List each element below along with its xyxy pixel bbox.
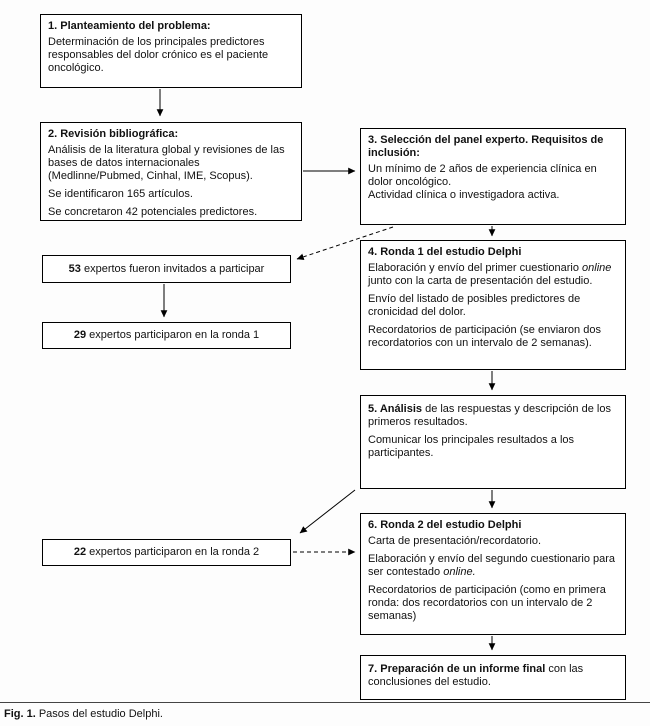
step-5-title-bold: 5. Análisis (368, 403, 423, 415)
step-5-p1-rest: de las respuestas y descripción de los primeros resultados. (368, 403, 611, 428)
step-5-p1 (368, 403, 618, 429)
caption-label: Fig. 1. (4, 708, 36, 720)
step-4-p1-pre: Elaboración y envío del primer cuestionario (368, 262, 583, 274)
step-6-title: 6. Ronda 2 del estudio Delphi (368, 519, 522, 531)
experts-22-label (74, 546, 259, 559)
step-7-box (360, 655, 626, 700)
step-4-p2: Envío del listado de posibles predictores de cronicidad del dolor. (368, 293, 581, 318)
step-3-title: 3. Selección del panel experto. Requisitos de inclusión: (368, 134, 604, 159)
step-1-box (40, 14, 302, 88)
step-2-p2: Se identificaron 165 artículos. (48, 188, 193, 200)
step-6-p2 (368, 553, 618, 579)
step-3-p1: Un mínimo de 2 años de experiencia clínica en dolor oncológico. (368, 163, 597, 188)
experts-29-box (42, 322, 291, 349)
step-4-p3: Recordatorios de participación (se enviaron dos recordatorios con un intervalo de 2 semanas). (368, 324, 601, 349)
step-2-title: 2. Revisión bibliográfica: (48, 128, 179, 140)
step-6-online-italic: online. (443, 566, 476, 578)
step-6-box (360, 513, 626, 635)
experts-22-text: expertos participaron en la ronda 2 (86, 546, 260, 558)
step-4-p1-post: junto con la carta de presentación del estudio. (368, 275, 593, 287)
experts-22-box (42, 539, 291, 566)
step-2-p1: Análisis de la literatura global y revisiones de las bases de datos internacionales (Medlinne/Pubmed, Cinhal, IME, Scopus). (48, 144, 285, 182)
step-6-p3: Recordatorios de participación (como en primera ronda: dos recordatorios con un intervalo de 2 semanas) (368, 584, 606, 622)
arrow-step5-to-experts22 (300, 490, 355, 533)
caption-divider (0, 702, 650, 703)
step-4-online-italic: online (582, 262, 612, 274)
step-1-title: 1. Planteamiento del problema: (48, 20, 211, 32)
experts-53-number: 53 (68, 262, 81, 275)
experts-53-box (42, 255, 291, 283)
experts-53-label (69, 263, 265, 276)
experts-29-number: 29 (73, 329, 87, 341)
step-2-p3: Se concretaron 42 potenciales predictores. (48, 206, 258, 218)
step-4-box (360, 240, 626, 370)
step-3-box (360, 128, 626, 225)
step-2-box (40, 122, 302, 221)
step-4-p1 (368, 262, 618, 288)
step-1-body: Determinación de los principales predictores responsables del dolor crónico es el paciente oncológico. (48, 36, 269, 74)
experts-22-number: 22 (73, 546, 87, 558)
experts-29-label (74, 329, 259, 342)
caption-text: Pasos del estudio Delphi. (35, 708, 163, 720)
step-7-body (368, 663, 618, 689)
step-6-p1: Carta de presentación/recordatorio. (368, 535, 542, 547)
step-5-p2: Comunicar los principales resultados a los participantes. (368, 434, 575, 459)
step-7-rest: con las conclusiones del estudio. (368, 663, 584, 688)
step-5-box (360, 395, 626, 489)
experts-29-text: expertos participaron en la ronda 1 (86, 329, 260, 341)
experts-53-text: expertos fueron invitados a participar (80, 262, 265, 275)
step-7-title-bold: 7. Preparación de un informe final (368, 663, 546, 675)
figure-caption (4, 707, 163, 721)
step-6-p2-pre: Elaboración y envío del segundo cuestionario para ser contestado (368, 553, 616, 578)
step-3-p2: Actividad clínica o investigadora activa. (368, 189, 560, 201)
step-4-title: 4. Ronda 1 del estudio Delphi (368, 246, 522, 258)
